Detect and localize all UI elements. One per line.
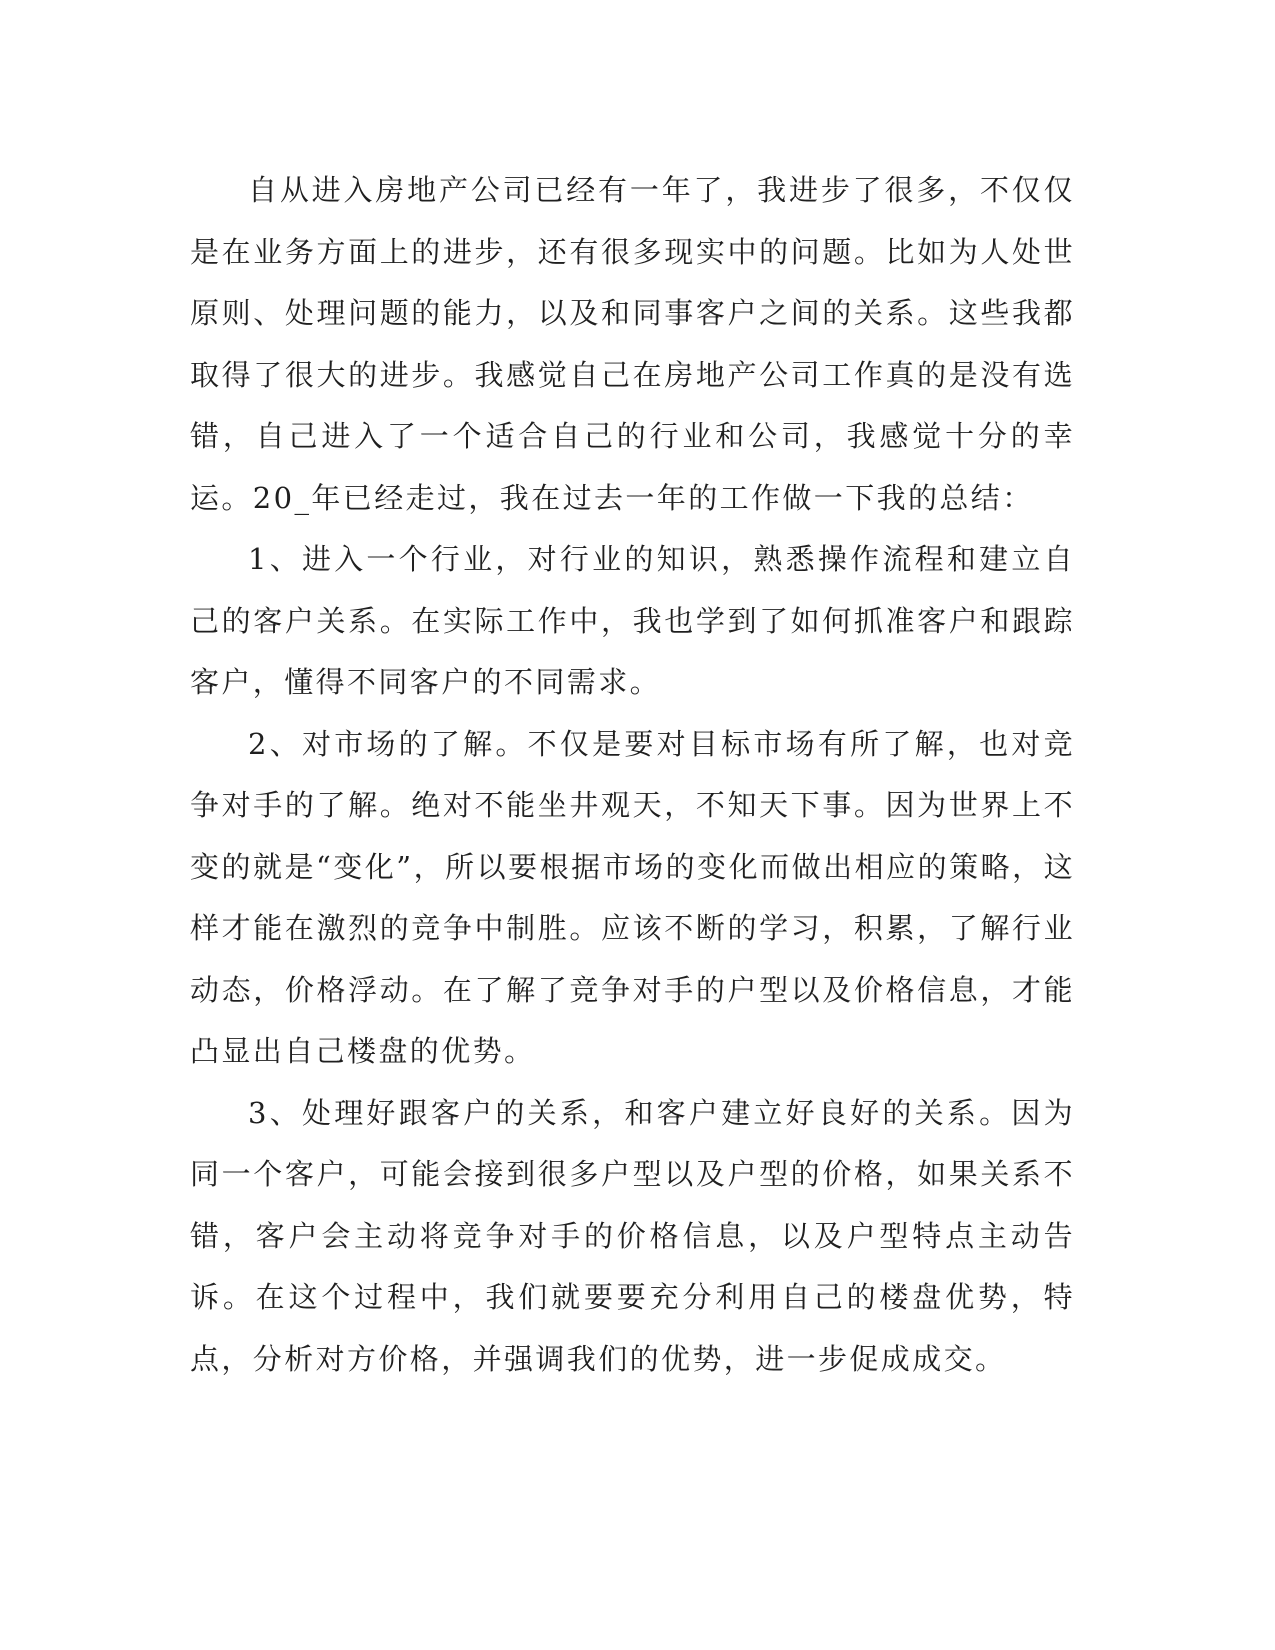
paragraph-point-1: 1、进入一个行业，对行业的知识，熟悉操作流程和建立自己的客户关系。在实际工作中，我也学到了如何抓准客户和跟踪客户，懂得不同客户的不同需求。 xyxy=(190,542,1075,699)
paragraph-point-2: 2、对市场的了解。不仅是要对目标市场有所了解，也对竞争对手的了解。绝对不能坐井观天，不知天下事。因为世界上不变的就是“变化”，所以要根据市场的变化而做出相应的策略，这样才能在激烈的竞争中制胜。应该不断的学习，积累，了解行业动态，价格浮动。在了解了竞争对手的户型以及价格信息，才能凸显出自己楼盘的优势。 xyxy=(190,726,1075,1068)
paragraph-intro: 自从进入房地产公司已经有一年了，我进步了很多，不仅仅是在业务方面上的进步，还有很多现实中的问题。比如为人处世原则、处理问题的能力，以及和同事客户之间的关系。这些我都取得了很大的进步。我感觉自己在房地产公司工作真的是没有选错，自己进入了一个适合自己的行业和公司，我感觉十分的幸运。20_年已经走过，我在过去一年的工作做一下我的总结： xyxy=(190,173,1075,515)
document-body xyxy=(190,160,1075,1390)
paragraph-point-3: 3、处理好跟客户的关系，和客户建立好良好的关系。因为同一个客户，可能会接到很多户型以及户型的价格，如果关系不错，客户会主动将竞争对手的价格信息，以及户型特点主动告诉。在这个过程中，我们就要要充分利用自己的楼盘优势，特点，分析对方价格，并强调我们的优势，进一步促成成交。 xyxy=(190,1095,1075,1376)
